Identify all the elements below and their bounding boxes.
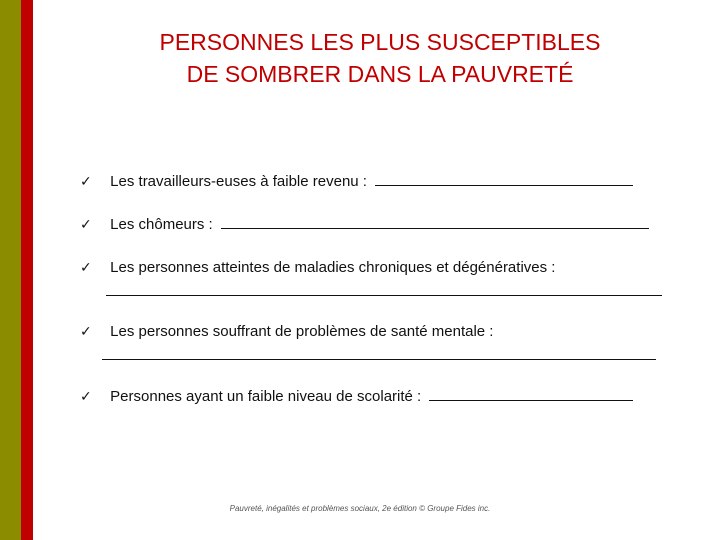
list-item [80, 171, 633, 193]
checkmark-icon: ✓ [80, 324, 92, 340]
page-title [40, 26, 720, 90]
title-line-2: DE SOMBRER DANS LA PAUVRETÉ [186, 61, 574, 87]
fill-in-blank[interactable] [102, 359, 656, 360]
fill-in-blank[interactable] [375, 171, 633, 186]
checkmark-icon: ✓ [80, 389, 92, 405]
list-item [80, 214, 649, 236]
checkmark-icon: ✓ [80, 217, 92, 233]
checkmark-icon: ✓ [80, 174, 92, 190]
list-item [80, 386, 633, 408]
list-item [80, 257, 555, 279]
item-label: Les travailleurs-euses à faible revenu : [110, 173, 367, 190]
title-line-1: PERSONNES LES PLUS SUSCEPTIBLES [159, 29, 601, 55]
left-accent-bar-olive [0, 0, 21, 540]
checkmark-icon: ✓ [80, 260, 92, 276]
item-label: Les chômeurs : [110, 216, 213, 233]
copyright-footer: Pauvreté, inégalités et problèmes sociaux, 2e édition © Groupe Fides inc. [229, 504, 491, 513]
item-label: Personnes ayant un faible niveau de scolarité : [110, 388, 422, 405]
item-label: Les personnes souffrant de problèmes de santé mentale : [110, 323, 494, 340]
fill-in-blank[interactable] [221, 214, 649, 229]
list-item [80, 321, 493, 343]
left-accent-bar-red [21, 0, 33, 540]
fill-in-blank[interactable] [106, 295, 662, 296]
fill-in-blank[interactable] [429, 386, 633, 401]
item-label: Les personnes atteintes de maladies chroniques et dégénératives : [110, 259, 556, 276]
